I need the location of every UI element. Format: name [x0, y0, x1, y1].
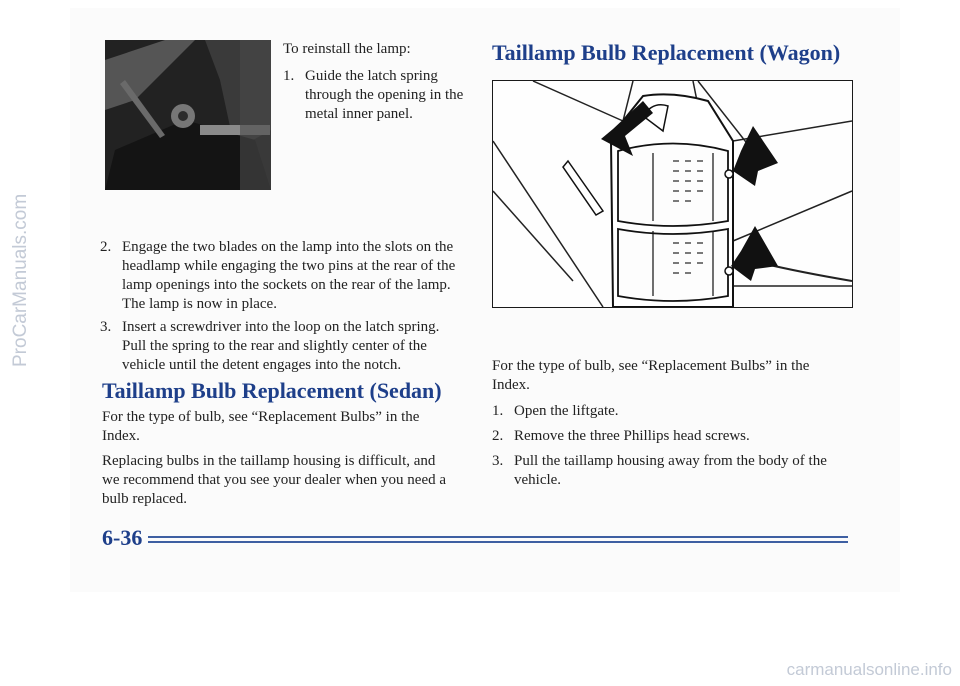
wagon-paragraph: For the type of bulb, see “Replacement Bulbs” in the Index.	[492, 358, 810, 393]
step-1	[283, 67, 463, 124]
step-2-number: 2.	[100, 239, 112, 255]
footer-rule-top	[148, 536, 848, 538]
wagon-step-2-text: Remove the three Phillips head screws.	[514, 428, 750, 444]
step-3	[100, 318, 470, 375]
step-1-number: 1.	[283, 68, 295, 84]
page-number: 6-36	[102, 525, 143, 550]
side-watermark: ProCarManuals.com	[10, 193, 31, 367]
step-2	[100, 238, 470, 314]
sedan-paragraph-1: For the type of bulb, see “Replacement Bulbs” in the Index.	[102, 409, 420, 444]
taillamp-figure	[492, 80, 853, 308]
wagon-heading: Taillamp Bulb Replacement (Wagon)	[492, 40, 841, 65]
wagon-step-1	[492, 402, 832, 421]
headlamp-photo	[105, 40, 271, 190]
reinstall-intro: To reinstall the lamp:	[283, 41, 411, 57]
step-3-text: Insert a screwdriver into the loop on the latch spring. Pull the spring to the rear and slightly center of the vehicle until the detent engages into the notch.	[122, 319, 440, 373]
wagon-step-1-number: 1.	[492, 403, 504, 419]
step-1-text: Guide the latch spring through the opening in the metal inner panel.	[305, 68, 464, 122]
sedan-heading: Taillamp Bulb Replacement (Sedan)	[102, 378, 442, 403]
intro-text	[283, 40, 463, 124]
wagon-step-3-text: Pull the taillamp housing away from the body of the vehicle.	[514, 453, 827, 488]
footer-rule-bottom	[148, 541, 848, 543]
step-2-text: Engage the two blades on the lamp into the slots on the headlamp while engaging the two pins at the rear of the lamp openings into the sockets on the rear of the lamp. The lamp is now in place.	[122, 239, 456, 312]
sedan-paragraph-2: Replacing bulbs in the taillamp housing is difficult, and we recommend that you see your dealer when you need a bulb replaced.	[102, 453, 447, 507]
wagon-step-2-number: 2.	[492, 428, 504, 444]
wagon-step-3-number: 3.	[492, 453, 504, 469]
bottom-watermark: carmanualsonline.info	[786, 660, 952, 679]
wagon-step-3	[492, 452, 832, 490]
wagon-step-2	[492, 427, 832, 446]
wagon-step-1-text: Open the liftgate.	[514, 403, 619, 419]
step-3-number: 3.	[100, 319, 112, 335]
